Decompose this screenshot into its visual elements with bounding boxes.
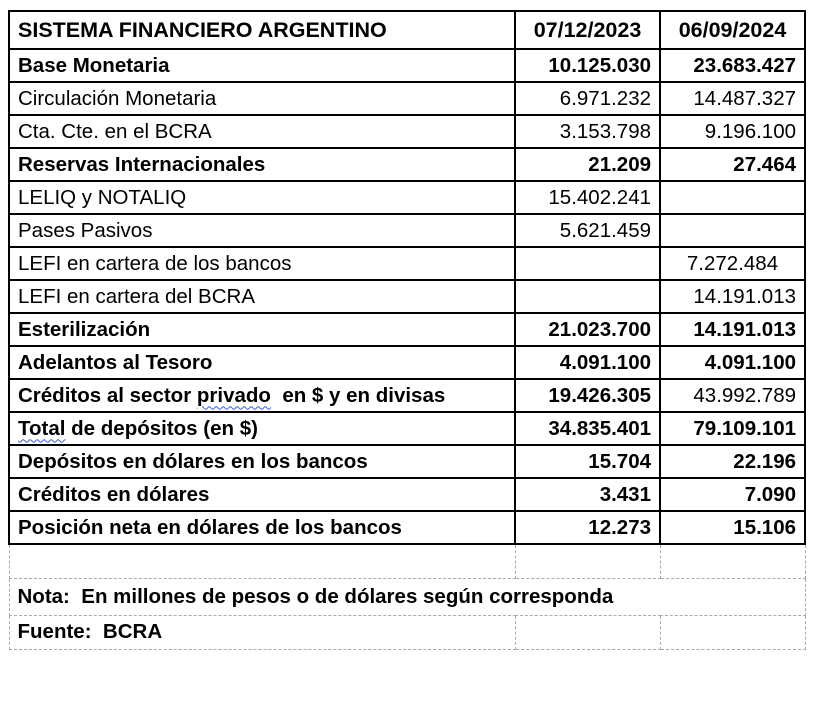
- value-2023: 3.153.798: [515, 115, 660, 148]
- row-label: Adelantos al Tesoro: [9, 346, 515, 379]
- empty-cell: [660, 544, 805, 578]
- table-row: [9, 82, 805, 115]
- table-row: [9, 115, 805, 148]
- row-label: Créditos en dólares: [9, 478, 515, 511]
- financial-table: [8, 10, 806, 650]
- value-2024: 14.487.327: [660, 82, 805, 115]
- header-row: [9, 11, 805, 49]
- empty-cell: [515, 544, 660, 578]
- value-2024: 43.992.789: [660, 379, 805, 412]
- table-row: [9, 214, 805, 247]
- row-label: [9, 379, 515, 412]
- row-label: Depósitos en dólares en los bancos: [9, 445, 515, 478]
- source-text: Fuente: BCRA: [9, 615, 515, 649]
- value-2023: 15.704: [515, 445, 660, 478]
- row-label: Posición neta en dólares de los bancos: [9, 511, 515, 544]
- value-2023: 19.426.305: [515, 379, 660, 412]
- row-label: [9, 412, 515, 445]
- value-2023: 15.402.241: [515, 181, 660, 214]
- table-row: [9, 280, 805, 313]
- value-2023: 6.971.232: [515, 82, 660, 115]
- empty-cell: [660, 615, 805, 649]
- source-row: [9, 615, 805, 649]
- empty-row: [9, 544, 805, 578]
- table-row: [9, 181, 805, 214]
- value-2023: [515, 280, 660, 313]
- note-row: [9, 578, 805, 615]
- value-2024: 22.196: [660, 445, 805, 478]
- date-col-1: 07/12/2023: [515, 11, 660, 49]
- value-2024: 7.272.484: [660, 247, 805, 280]
- value-2023: 10.125.030: [515, 49, 660, 82]
- row-label: Reservas Internacionales: [9, 148, 515, 181]
- table-row: [9, 148, 805, 181]
- table-row: [9, 49, 805, 82]
- row-label-spellcheck-word: Total: [18, 416, 66, 440]
- row-label: LEFI en cartera del BCRA: [9, 280, 515, 313]
- note-text: Nota: En millones de pesos o de dólares según corresponda: [9, 578, 805, 615]
- table-row: [9, 346, 805, 379]
- value-2024: 14.191.013: [660, 280, 805, 313]
- value-2024: 27.464: [660, 148, 805, 181]
- table-row: [9, 379, 805, 412]
- row-label-part: en $ y en divisas: [270, 383, 446, 407]
- row-label: LELIQ y NOTALIQ: [9, 181, 515, 214]
- value-2024: 4.091.100: [660, 346, 805, 379]
- date-col-2: 06/09/2024: [660, 11, 805, 49]
- value-2024: 23.683.427: [660, 49, 805, 82]
- value-2023: 21.023.700: [515, 313, 660, 346]
- value-2024: 7.090: [660, 478, 805, 511]
- table-title: SISTEMA FINANCIERO ARGENTINO: [9, 11, 515, 49]
- row-label-spellcheck-word: privado: [196, 383, 271, 407]
- table-row: [9, 511, 805, 544]
- table-row: [9, 445, 805, 478]
- empty-cell: [515, 615, 660, 649]
- row-label-part: de depósitos (en $): [65, 416, 258, 440]
- table-row: [9, 478, 805, 511]
- value-2023: 4.091.100: [515, 346, 660, 379]
- value-2023: 3.431: [515, 478, 660, 511]
- value-2024: 79.109.101: [660, 412, 805, 445]
- value-2024: 14.191.013: [660, 313, 805, 346]
- row-label-part: Créditos al sector: [18, 383, 197, 407]
- table-row: [9, 412, 805, 445]
- value-2024: [660, 214, 805, 247]
- table-row: [9, 247, 805, 280]
- value-2024: 9.196.100: [660, 115, 805, 148]
- row-label: Cta. Cte. en el BCRA: [9, 115, 515, 148]
- row-label: Esterilización: [9, 313, 515, 346]
- table-row: [9, 313, 805, 346]
- value-2023: 21.209: [515, 148, 660, 181]
- row-label: Base Monetaria: [9, 49, 515, 82]
- row-label: Pases Pasivos: [9, 214, 515, 247]
- value-2023: 34.835.401: [515, 412, 660, 445]
- value-2023: 12.273: [515, 511, 660, 544]
- row-label: LEFI en cartera de los bancos: [9, 247, 515, 280]
- row-label: Circulación Monetaria: [9, 82, 515, 115]
- value-2023: [515, 247, 660, 280]
- empty-cell: [9, 544, 515, 578]
- value-2024: 15.106: [660, 511, 805, 544]
- value-2023: 5.621.459: [515, 214, 660, 247]
- value-2024: [660, 181, 805, 214]
